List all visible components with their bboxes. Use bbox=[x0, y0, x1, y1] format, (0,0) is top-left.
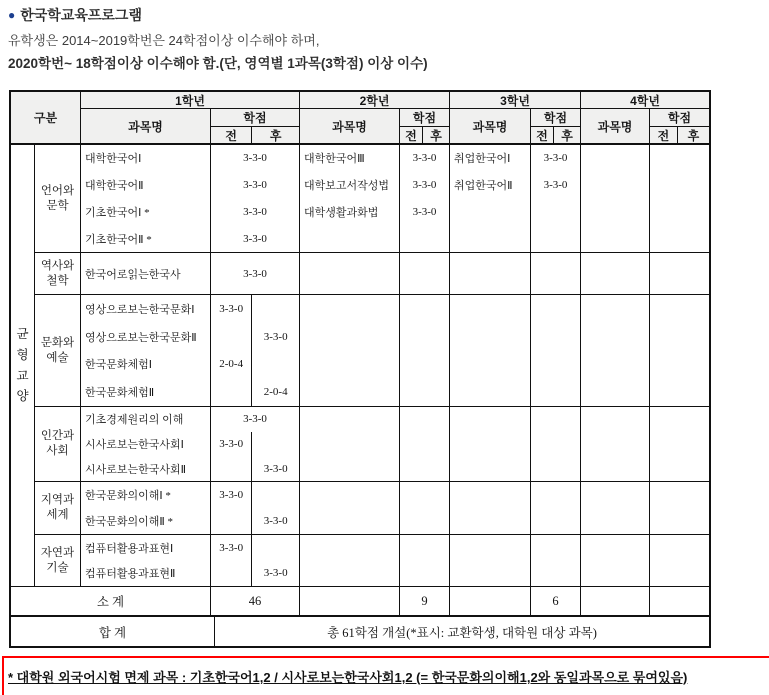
credits-cell bbox=[649, 295, 709, 406]
credit-value bbox=[650, 508, 709, 534]
year-header: 4학년 bbox=[581, 92, 709, 109]
credits-cell bbox=[399, 407, 449, 481]
bullet-icon: ● bbox=[8, 8, 16, 22]
credit-value: 3-3-0 bbox=[412, 179, 437, 192]
credits-cell bbox=[399, 535, 449, 586]
second-semester-header: 후 bbox=[561, 129, 573, 143]
credits-cell bbox=[530, 253, 580, 294]
credit-value bbox=[531, 323, 580, 351]
subtotal-row bbox=[11, 586, 709, 615]
semester-subheader bbox=[400, 127, 449, 144]
course-name bbox=[300, 535, 399, 561]
course-name bbox=[581, 199, 649, 226]
first-semester-header: 전 bbox=[531, 127, 554, 144]
credits-cell bbox=[530, 145, 580, 252]
courses-cell bbox=[80, 253, 210, 294]
credit-value: 3-3-0 bbox=[543, 179, 568, 192]
credit-value bbox=[400, 561, 449, 587]
credit-value-second: 3-3-0 bbox=[263, 462, 288, 475]
credit-value-first: 3-3-0 bbox=[211, 432, 252, 457]
credit-value bbox=[400, 295, 449, 323]
course-name bbox=[581, 407, 649, 432]
credit-value: 3-3-0 bbox=[243, 152, 267, 165]
credit-value: 3-3-0 bbox=[543, 152, 568, 165]
credit-value: 3-3-0 bbox=[243, 205, 267, 218]
course-name: 컴퓨터활용과표현Ⅰ bbox=[85, 542, 174, 555]
section-row bbox=[35, 481, 709, 534]
second-semester-header: 후 bbox=[430, 129, 442, 143]
courses-cell bbox=[299, 482, 399, 534]
credit-row bbox=[211, 561, 299, 587]
area-label-char: 균 bbox=[16, 327, 29, 342]
credits-cell bbox=[649, 535, 709, 586]
area-label bbox=[16, 324, 28, 407]
credit-row bbox=[211, 456, 299, 481]
course-name bbox=[300, 508, 399, 534]
first-semester-header: 전 bbox=[211, 127, 252, 144]
year-header: 3학년 bbox=[450, 92, 580, 109]
credit-value bbox=[531, 378, 580, 406]
credit-value bbox=[650, 351, 709, 379]
category-cell: 문화와 예술 bbox=[40, 336, 75, 364]
total-label: 합 계 bbox=[98, 625, 127, 640]
credit-row bbox=[211, 295, 299, 323]
credit-value bbox=[400, 378, 449, 406]
credit-value bbox=[531, 508, 580, 534]
course-name bbox=[581, 456, 649, 481]
credit-value-second bbox=[252, 351, 299, 379]
credit-value bbox=[531, 407, 580, 432]
credit-value-first bbox=[211, 323, 252, 351]
credit-value bbox=[531, 199, 580, 226]
credit-value: 3-3-0 bbox=[243, 267, 267, 280]
section-row bbox=[35, 406, 709, 481]
credits-cell bbox=[530, 407, 580, 481]
course-name bbox=[300, 407, 399, 432]
subject-column-header: 과목명 bbox=[332, 120, 367, 134]
subtotal-label: 소 계 bbox=[96, 595, 125, 609]
credits-cell bbox=[210, 145, 299, 252]
credit-value bbox=[650, 225, 709, 252]
courses-cell bbox=[580, 145, 649, 252]
requirement-line-2: 2020학번~ 18학점이상 이수해야 함.(단, 영역별 1과목(3학점) 이상 이수) bbox=[8, 56, 428, 71]
courses-cell bbox=[299, 253, 399, 294]
credits-cell bbox=[210, 535, 299, 586]
credit-value bbox=[531, 561, 580, 587]
course-name bbox=[450, 378, 530, 406]
credit-value bbox=[531, 253, 580, 294]
year-subheader bbox=[81, 109, 299, 144]
credit-value bbox=[531, 295, 580, 323]
courses-cell bbox=[580, 253, 649, 294]
course-name bbox=[581, 482, 649, 508]
credits-cell bbox=[530, 535, 580, 586]
credit-value-second bbox=[252, 535, 299, 561]
second-semester-header: 후 bbox=[687, 129, 700, 143]
course-name bbox=[450, 225, 530, 252]
gubun-header: 구분 bbox=[33, 111, 58, 125]
category-cell: 자연과 기술 bbox=[40, 546, 75, 574]
course-name: 기초한국어Ⅰ * bbox=[85, 206, 150, 219]
courses-cell bbox=[449, 295, 530, 406]
course-name bbox=[581, 295, 649, 323]
course-name bbox=[450, 323, 530, 351]
course-name bbox=[581, 535, 649, 561]
credit-value: 3-3-0 bbox=[412, 205, 437, 218]
credit-value-first: 2-0-4 bbox=[211, 351, 252, 379]
second-semester-header: 후 bbox=[269, 129, 282, 143]
credit-value: 3-3-0 bbox=[412, 152, 437, 165]
category-cell: 인간과 사회 bbox=[40, 430, 75, 457]
course-name: 취업한국어Ⅱ bbox=[454, 180, 513, 193]
credit-value bbox=[531, 456, 580, 481]
credit-value bbox=[650, 323, 709, 351]
credits-cell bbox=[399, 253, 449, 294]
credit-value-first bbox=[211, 378, 252, 406]
subtotal-value bbox=[299, 587, 399, 615]
course-name: 기초경제원리의 이해 bbox=[85, 414, 184, 427]
year-column-group bbox=[299, 92, 449, 143]
credits-cell bbox=[649, 253, 709, 294]
course-name bbox=[581, 378, 649, 406]
section-row bbox=[35, 145, 709, 252]
course-name bbox=[450, 253, 530, 294]
credit-column-header: 학점 bbox=[400, 109, 449, 127]
course-name bbox=[581, 432, 649, 457]
year-column-group bbox=[80, 92, 299, 143]
curriculum-table bbox=[9, 90, 711, 648]
credit-column-header: 학점 bbox=[211, 109, 299, 127]
credit-row bbox=[211, 323, 299, 351]
course-name bbox=[300, 295, 399, 323]
course-name: 기초한국어Ⅱ * bbox=[85, 233, 152, 246]
course-name bbox=[450, 535, 530, 561]
credit-value: 3-3-0 bbox=[243, 413, 267, 426]
credit-row bbox=[211, 432, 299, 457]
credit-value bbox=[650, 145, 709, 172]
credit-value bbox=[531, 482, 580, 508]
course-name bbox=[300, 482, 399, 508]
courses-cell bbox=[80, 145, 210, 252]
credit-value bbox=[400, 323, 449, 351]
credit-value bbox=[650, 295, 709, 323]
course-name: 시사로보는한국사회Ⅰ bbox=[85, 438, 184, 451]
course-name: 대학보고서작성법 bbox=[304, 180, 390, 193]
program-title-line bbox=[8, 5, 428, 25]
intro-block bbox=[8, 5, 428, 72]
section-row bbox=[35, 252, 709, 294]
credit-value bbox=[650, 432, 709, 457]
course-name bbox=[450, 407, 530, 432]
credit-value-second bbox=[252, 482, 299, 508]
credit-value bbox=[650, 535, 709, 561]
credit-value-second: 3-3-0 bbox=[263, 567, 288, 580]
credit-value: 3-3-0 bbox=[243, 232, 267, 245]
year-header: 2학년 bbox=[300, 92, 449, 109]
area-label-char: 교 bbox=[16, 368, 29, 383]
courses-cell bbox=[80, 407, 210, 481]
credit-value-first bbox=[211, 508, 252, 534]
table-header bbox=[11, 92, 709, 145]
course-name bbox=[581, 508, 649, 534]
credit-value-first: 3-3-0 bbox=[211, 295, 252, 323]
credit-column-group bbox=[399, 109, 449, 144]
courses-cell bbox=[580, 295, 649, 406]
table-body bbox=[11, 145, 709, 586]
sections-container bbox=[35, 145, 709, 586]
year-subheader bbox=[581, 109, 709, 144]
subtotal-value bbox=[580, 587, 649, 615]
credit-value bbox=[531, 432, 580, 457]
section-row bbox=[35, 294, 709, 406]
section-row bbox=[35, 534, 709, 586]
credits-cell bbox=[649, 145, 709, 252]
subtotal-value: 46 bbox=[210, 587, 299, 615]
credits-cell bbox=[530, 482, 580, 534]
course-name bbox=[450, 561, 530, 587]
courses-cell bbox=[80, 535, 210, 586]
course-name bbox=[581, 351, 649, 379]
course-name bbox=[300, 225, 399, 252]
course-name bbox=[450, 199, 530, 226]
semester-subheader bbox=[531, 127, 580, 144]
credit-row bbox=[211, 482, 299, 508]
category-cell: 지역과 세계 bbox=[40, 494, 75, 521]
credit-value bbox=[400, 535, 449, 561]
credit-value bbox=[531, 535, 580, 561]
requirement-line-1: 유학생은 2014~2019학번은 24학점이상 이수해야 하며, bbox=[8, 33, 320, 48]
courses-cell bbox=[299, 407, 399, 481]
total-text: 총 61학점 개설(*표시: 교환학생, 대학원 대상 과목) bbox=[214, 617, 709, 646]
credit-row bbox=[211, 535, 299, 561]
course-name bbox=[450, 432, 530, 457]
credit-column-header: 학점 bbox=[531, 109, 580, 127]
course-name bbox=[581, 172, 649, 199]
semester-subheader bbox=[650, 127, 709, 144]
subject-column-header: 과목명 bbox=[128, 120, 163, 134]
course-name bbox=[450, 295, 530, 323]
course-name: 영상으로보는한국문화Ⅰ bbox=[85, 303, 195, 316]
first-semester-header: 전 bbox=[650, 127, 678, 144]
courses-cell bbox=[299, 295, 399, 406]
course-name: 한국문화의이해Ⅱ * bbox=[85, 516, 174, 528]
course-name: 한국문화의이해Ⅰ * bbox=[85, 490, 171, 502]
credit-value bbox=[531, 225, 580, 252]
total-row bbox=[11, 615, 709, 646]
program-title: 한국학교육프로그램 bbox=[20, 7, 142, 23]
credit-value bbox=[400, 253, 449, 294]
credit-column-header: 학점 bbox=[650, 109, 709, 127]
subtotal-value: 6 bbox=[530, 587, 580, 615]
credit-value bbox=[650, 253, 709, 294]
credits-cell bbox=[210, 482, 299, 534]
course-name: 대학한국어Ⅱ bbox=[85, 180, 144, 193]
course-name bbox=[581, 225, 649, 252]
course-name bbox=[581, 323, 649, 351]
course-name bbox=[300, 378, 399, 406]
credit-value-second: 3-3-0 bbox=[263, 330, 288, 343]
credit-value-second bbox=[252, 295, 299, 323]
credit-row bbox=[211, 351, 299, 379]
courses-cell bbox=[80, 295, 210, 406]
course-name bbox=[300, 351, 399, 379]
courses-cell bbox=[299, 145, 399, 252]
courses-cell bbox=[80, 482, 210, 534]
credits-cell bbox=[210, 407, 299, 481]
credit-value bbox=[650, 199, 709, 226]
course-name bbox=[300, 323, 399, 351]
credit-value bbox=[400, 456, 449, 481]
credit-value-second: 3-3-0 bbox=[263, 515, 288, 527]
credit-row bbox=[211, 378, 299, 406]
course-name: 대학한국어Ⅰ bbox=[85, 153, 142, 166]
credit-value bbox=[650, 561, 709, 587]
course-name bbox=[581, 561, 649, 587]
credits-cell bbox=[399, 482, 449, 534]
credit-value bbox=[531, 351, 580, 379]
credit-value-second bbox=[252, 432, 299, 457]
credit-value-first: 3-3-0 bbox=[211, 535, 252, 561]
year-column-group bbox=[449, 92, 580, 143]
credit-value bbox=[400, 482, 449, 508]
course-name: 한국어로읽는한국사 bbox=[85, 268, 181, 281]
subtotal-value bbox=[649, 587, 709, 615]
course-name: 취업한국어Ⅰ bbox=[454, 153, 511, 166]
credit-value bbox=[400, 407, 449, 432]
course-name bbox=[450, 456, 530, 481]
credit-value bbox=[650, 378, 709, 406]
credits-cell bbox=[649, 482, 709, 534]
credit-row bbox=[211, 508, 299, 534]
category-cell: 언어와 문학 bbox=[40, 184, 75, 212]
courses-cell bbox=[449, 145, 530, 252]
year-subheader bbox=[450, 109, 580, 144]
course-name: 한국문화체험Ⅱ bbox=[85, 387, 155, 400]
credit-value bbox=[650, 482, 709, 508]
courses-cell bbox=[580, 407, 649, 481]
course-name bbox=[300, 253, 399, 294]
courses-cell bbox=[449, 407, 530, 481]
course-name bbox=[300, 561, 399, 587]
course-name: 시사로보는한국사회Ⅱ bbox=[85, 463, 187, 476]
subject-column-header: 과목명 bbox=[597, 120, 633, 134]
credit-value bbox=[400, 432, 449, 457]
courses-cell bbox=[580, 535, 649, 586]
subtotal-value: 9 bbox=[399, 587, 449, 615]
credit-value bbox=[400, 225, 449, 252]
category-cell: 역사와 철학 bbox=[40, 259, 75, 287]
credits-cell bbox=[399, 145, 449, 252]
year-headers bbox=[80, 92, 709, 143]
courses-cell bbox=[449, 253, 530, 294]
course-name bbox=[300, 432, 399, 457]
credits-cell bbox=[530, 295, 580, 406]
course-name: 대학생활과화법 bbox=[304, 206, 379, 219]
credit-value-first bbox=[211, 561, 252, 587]
credit-column-group bbox=[649, 109, 709, 144]
credit-value bbox=[650, 456, 709, 481]
credit-column-group bbox=[210, 109, 299, 144]
credit-value-first: 3-3-0 bbox=[211, 482, 252, 508]
credits-cell bbox=[210, 295, 299, 406]
year-subheader bbox=[300, 109, 449, 144]
credits-cell bbox=[399, 295, 449, 406]
year-column-group bbox=[580, 92, 709, 143]
course-name bbox=[450, 351, 530, 379]
credit-value: 3-3-0 bbox=[243, 179, 267, 192]
credit-value bbox=[650, 407, 709, 432]
course-name: 영상으로보는한국문화Ⅱ bbox=[85, 331, 197, 344]
courses-cell bbox=[299, 535, 399, 586]
subject-column-header: 과목명 bbox=[472, 120, 508, 134]
course-name bbox=[581, 145, 649, 172]
course-name bbox=[450, 508, 530, 534]
area-label-cell bbox=[11, 145, 35, 586]
credit-value bbox=[650, 172, 709, 199]
area-label-char: 양 bbox=[16, 389, 29, 404]
course-name: 한국문화체험Ⅰ bbox=[85, 359, 152, 372]
course-name bbox=[300, 456, 399, 481]
credit-column-group bbox=[530, 109, 580, 144]
courses-cell bbox=[580, 482, 649, 534]
year-header: 1학년 bbox=[81, 92, 299, 109]
courses-cell bbox=[449, 482, 530, 534]
course-name bbox=[581, 253, 649, 294]
course-name: 대학한국어Ⅲ bbox=[304, 153, 365, 166]
credits-cell bbox=[210, 253, 299, 294]
semester-subheader bbox=[211, 127, 299, 144]
subtotal-value bbox=[449, 587, 530, 615]
credit-value-first bbox=[211, 456, 252, 481]
courses-cell bbox=[449, 535, 530, 586]
course-name bbox=[450, 482, 530, 508]
credit-value-second: 2-0-4 bbox=[263, 386, 288, 399]
subtotal-cells bbox=[210, 587, 709, 615]
area-label-char: 형 bbox=[16, 347, 29, 362]
first-semester-header: 전 bbox=[400, 127, 423, 144]
course-name: 컴퓨터활용과표현Ⅱ bbox=[85, 568, 176, 581]
credit-value bbox=[400, 508, 449, 534]
footnote-box bbox=[2, 656, 769, 695]
footnote-text: * 대학원 외국어시험 면제 과목 : 기초한국어1,2 / 시사로보는한국사회1,2 (= 한국문화의이해1,2와 동일과목으로 묶여있음) bbox=[8, 670, 688, 685]
credits-cell bbox=[649, 407, 709, 481]
credit-value bbox=[400, 351, 449, 379]
